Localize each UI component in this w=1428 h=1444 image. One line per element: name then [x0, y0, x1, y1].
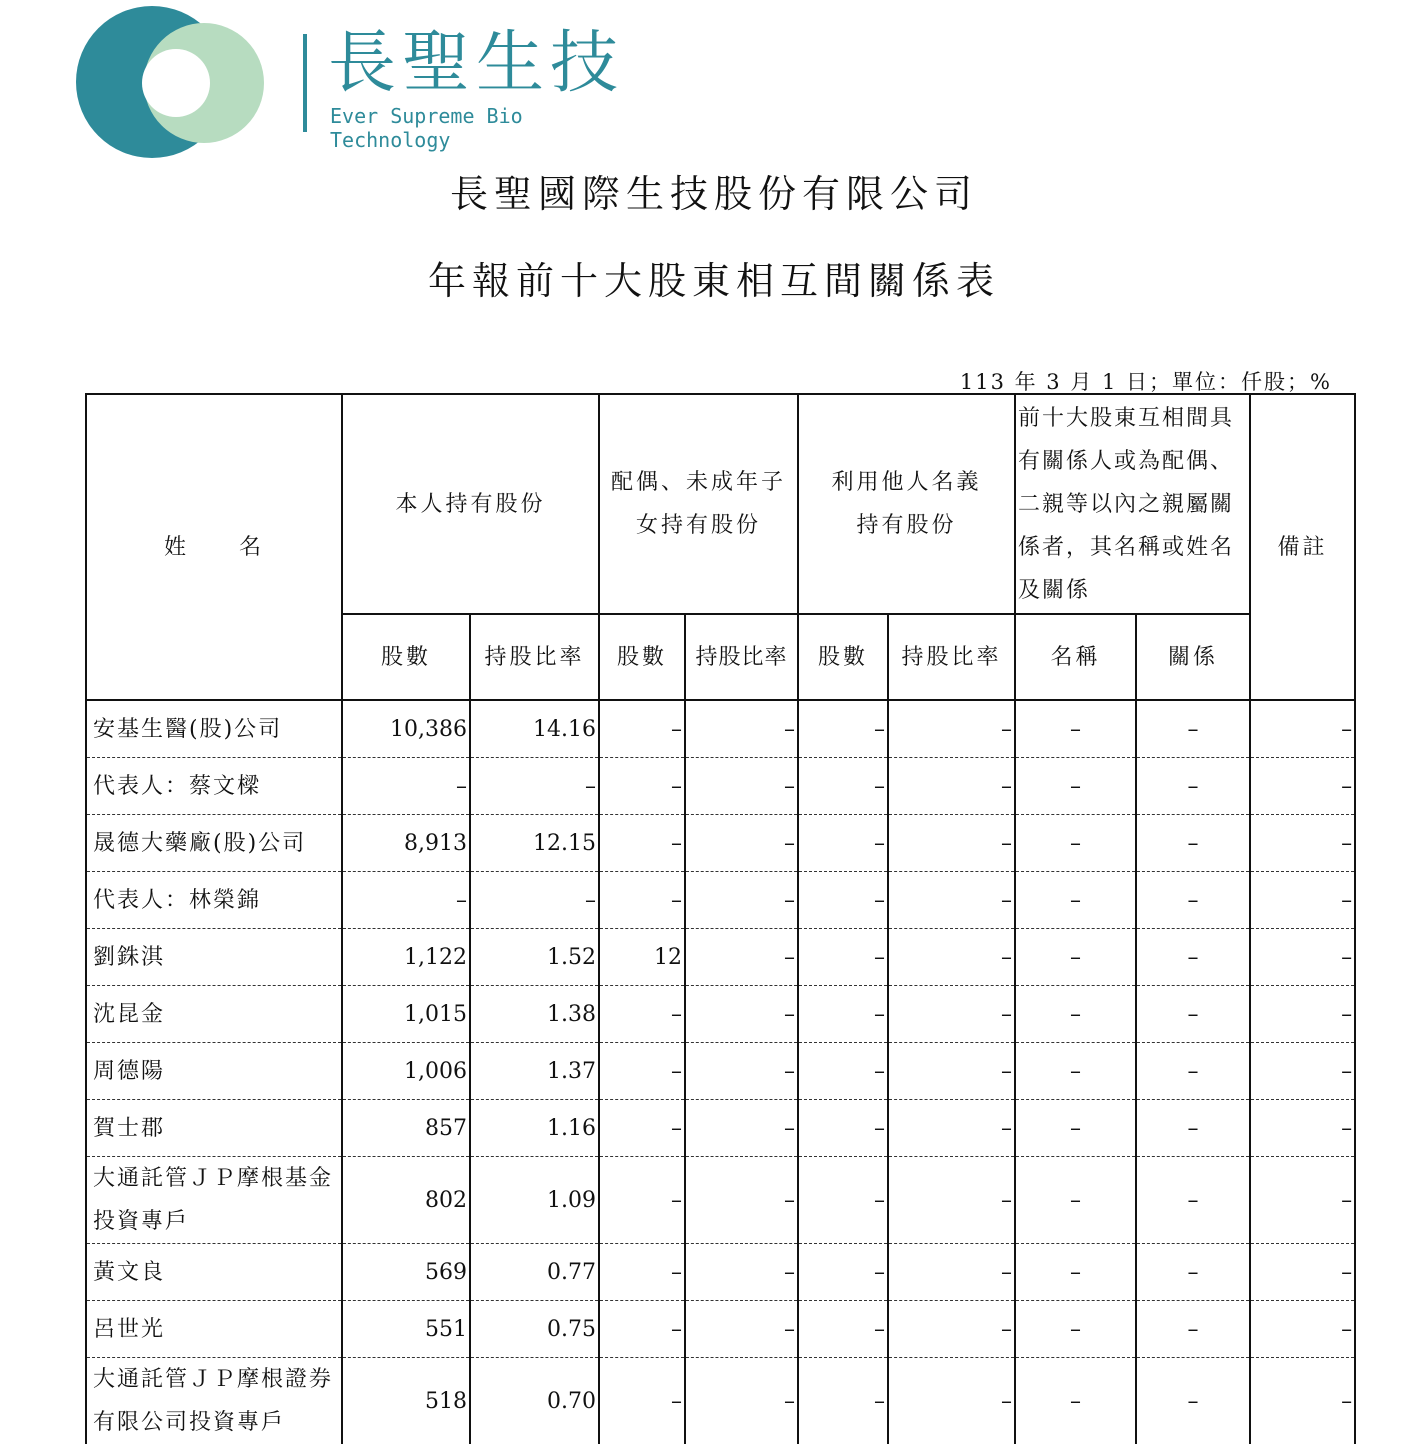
shareholder-name: 大通託管ＪＰ摩根證券有限公司投資專戶 [86, 1358, 342, 1444]
shareholder-name: 呂世光 [86, 1301, 342, 1358]
nominee-shares: – [798, 1358, 888, 1444]
header-spouse-ratio: 持股比率 [685, 614, 798, 700]
header-row-1 [86, 394, 1355, 614]
remark: – [1250, 1157, 1355, 1244]
own-ratio: 12.15 [470, 815, 599, 872]
own-shares: 857 [342, 1100, 470, 1157]
nominee-ratio: – [888, 1244, 1015, 1301]
spouse-ratio: – [685, 1244, 798, 1301]
nominee-shares: – [798, 1301, 888, 1358]
own-ratio: 0.70 [470, 1358, 599, 1444]
spouse-ratio: – [685, 700, 798, 758]
own-ratio: 0.75 [470, 1301, 599, 1358]
related-relation: – [1136, 815, 1250, 872]
own-shares: – [342, 872, 470, 929]
header-nominee-shares: 利用他人名義持有股份 [798, 394, 1015, 614]
related-relation: – [1136, 700, 1250, 758]
shareholder-name: 大通託管ＪＰ摩根基金投資專戶 [86, 1157, 342, 1244]
nominee-ratio: – [888, 986, 1015, 1043]
header-spouse-shares: 配偶、未成年子女持有股份 [599, 394, 798, 614]
logo-name-cn: 長聖生技 [328, 24, 624, 104]
related-relation: – [1136, 1100, 1250, 1157]
logo-name-en: Ever Supreme Bio Technology [330, 104, 626, 152]
remark: – [1250, 1358, 1355, 1444]
header-rel-name: 名稱 [1015, 614, 1136, 700]
related-relation: – [1136, 872, 1250, 929]
remark: – [1250, 1244, 1355, 1301]
related-relation: – [1136, 1244, 1250, 1301]
spouse-shares: – [599, 1043, 685, 1100]
own-ratio: – [470, 872, 599, 929]
spouse-shares: – [599, 986, 685, 1043]
own-shares: 1,006 [342, 1043, 470, 1100]
shareholder-name: 安基生醫(股)公司 [86, 700, 342, 758]
own-ratio: 1.38 [470, 986, 599, 1043]
remark: – [1250, 929, 1355, 986]
logo-circles-icon [66, 4, 286, 164]
header-nominee-ratio: 持股比率 [888, 614, 1015, 700]
table-row [86, 1043, 1355, 1100]
nominee-shares: – [798, 986, 888, 1043]
nominee-shares: – [798, 758, 888, 815]
related-name: – [1015, 1244, 1136, 1301]
header-spouse-count: 股數 [599, 614, 685, 700]
header-rel-relation: 關係 [1136, 614, 1250, 700]
nominee-shares: – [798, 1244, 888, 1301]
logo-divider [303, 34, 307, 132]
related-name: – [1015, 1358, 1136, 1444]
header-own-shares: 本人持有股份 [342, 394, 599, 614]
remark: – [1250, 1100, 1355, 1157]
nominee-ratio: – [888, 700, 1015, 758]
spouse-ratio: – [685, 758, 798, 815]
shareholder-name: 晟德大藥廠(股)公司 [86, 815, 342, 872]
own-ratio: 0.77 [470, 1244, 599, 1301]
company-logo [66, 4, 626, 164]
own-shares: 1,015 [342, 986, 470, 1043]
own-shares: 802 [342, 1157, 470, 1244]
header-own-ratio: 持股比率 [470, 614, 599, 700]
nominee-ratio: – [888, 1157, 1015, 1244]
related-relation: – [1136, 1157, 1250, 1244]
shareholder-name: 代表人：林榮錦 [86, 872, 342, 929]
related-name: – [1015, 986, 1136, 1043]
own-ratio: 1.37 [470, 1043, 599, 1100]
remark: – [1250, 986, 1355, 1043]
nominee-ratio: – [888, 1301, 1015, 1358]
related-name: – [1015, 1043, 1136, 1100]
spouse-shares: 12 [599, 929, 685, 986]
spouse-shares: – [599, 1157, 685, 1244]
remark: – [1250, 758, 1355, 815]
shareholder-name: 賀士郡 [86, 1100, 342, 1157]
spouse-shares: – [599, 1301, 685, 1358]
own-ratio: 1.16 [470, 1100, 599, 1157]
own-ratio: 1.09 [470, 1157, 599, 1244]
table-row [86, 758, 1355, 815]
own-ratio: – [470, 758, 599, 815]
table-row [86, 1100, 1355, 1157]
shareholder-name: 沈昆金 [86, 986, 342, 1043]
related-relation: – [1136, 1301, 1250, 1358]
related-relation: – [1136, 1043, 1250, 1100]
spouse-ratio: – [685, 1301, 798, 1358]
nominee-ratio: – [888, 758, 1015, 815]
own-shares: – [342, 758, 470, 815]
spouse-ratio: – [685, 1100, 798, 1157]
shareholder-name: 黃文良 [86, 1244, 342, 1301]
related-name: – [1015, 1301, 1136, 1358]
nominee-shares: – [798, 872, 888, 929]
header-related-parties: 前十大股東互相間具有關係人或為配偶、二親等以內之親屬關係者，其名稱或姓名及關係 [1015, 394, 1250, 614]
nominee-ratio: – [888, 872, 1015, 929]
spouse-shares: – [599, 1100, 685, 1157]
remark: – [1250, 1301, 1355, 1358]
nominee-ratio: – [888, 1358, 1015, 1444]
spouse-shares: – [599, 872, 685, 929]
own-shares: 569 [342, 1244, 470, 1301]
spouse-ratio: – [685, 929, 798, 986]
document-title: 長聖國際生技股份有限公司 [0, 163, 1428, 218]
related-name: – [1015, 1157, 1136, 1244]
nominee-shares: – [798, 1043, 888, 1100]
table-row [86, 929, 1355, 986]
spouse-ratio: – [685, 815, 798, 872]
header-name: 姓 名 [86, 394, 342, 700]
header-nominee-count: 股數 [798, 614, 888, 700]
nominee-shares: – [798, 815, 888, 872]
own-ratio: 14.16 [470, 700, 599, 758]
remark: – [1250, 815, 1355, 872]
spouse-shares: – [599, 700, 685, 758]
own-shares: 1,122 [342, 929, 470, 986]
spouse-shares: – [599, 758, 685, 815]
related-relation: – [1136, 758, 1250, 815]
date-unit-note: 113 年 3 月 1 日；單位：仟股；% [960, 366, 1332, 396]
nominee-ratio: – [888, 929, 1015, 986]
spouse-shares: – [599, 1244, 685, 1301]
table-row [86, 1244, 1355, 1301]
table-row [86, 1358, 1355, 1444]
shareholder-table [85, 393, 1356, 1444]
spouse-shares: – [599, 815, 685, 872]
spouse-ratio: – [685, 1358, 798, 1444]
table-row [86, 872, 1355, 929]
nominee-shares: – [798, 700, 888, 758]
table-row [86, 1157, 1355, 1244]
header-own-count: 股數 [342, 614, 470, 700]
own-shares: 10,386 [342, 700, 470, 758]
related-name: – [1015, 758, 1136, 815]
own-shares: 8,913 [342, 815, 470, 872]
related-relation: – [1136, 1358, 1250, 1444]
nominee-ratio: – [888, 1100, 1015, 1157]
table-row [86, 1301, 1355, 1358]
shareholder-name: 劉銖淇 [86, 929, 342, 986]
related-name: – [1015, 929, 1136, 986]
spouse-ratio: – [685, 1157, 798, 1244]
nominee-ratio: – [888, 1043, 1015, 1100]
spouse-ratio: – [685, 872, 798, 929]
shareholder-name: 代表人：蔡文樑 [86, 758, 342, 815]
related-name: – [1015, 1100, 1136, 1157]
nominee-shares: – [798, 1100, 888, 1157]
table-row [86, 700, 1355, 758]
table-row [86, 815, 1355, 872]
related-name: – [1015, 872, 1136, 929]
spouse-shares: – [599, 1358, 685, 1444]
own-ratio: 1.52 [470, 929, 599, 986]
remark: – [1250, 872, 1355, 929]
nominee-shares: – [798, 929, 888, 986]
own-shares: 551 [342, 1301, 470, 1358]
document-subtitle: 年報前十大股東相互間關係表 [0, 250, 1428, 305]
related-relation: – [1136, 986, 1250, 1043]
related-name: – [1015, 700, 1136, 758]
remark: – [1250, 700, 1355, 758]
nominee-ratio: – [888, 815, 1015, 872]
table-row [86, 986, 1355, 1043]
own-shares: 518 [342, 1358, 470, 1444]
related-name: – [1015, 815, 1136, 872]
related-relation: – [1136, 929, 1250, 986]
shareholder-name: 周德陽 [86, 1043, 342, 1100]
spouse-ratio: – [685, 986, 798, 1043]
spouse-ratio: – [685, 1043, 798, 1100]
remark: – [1250, 1043, 1355, 1100]
header-remark: 備註 [1250, 394, 1355, 700]
nominee-shares: – [798, 1157, 888, 1244]
